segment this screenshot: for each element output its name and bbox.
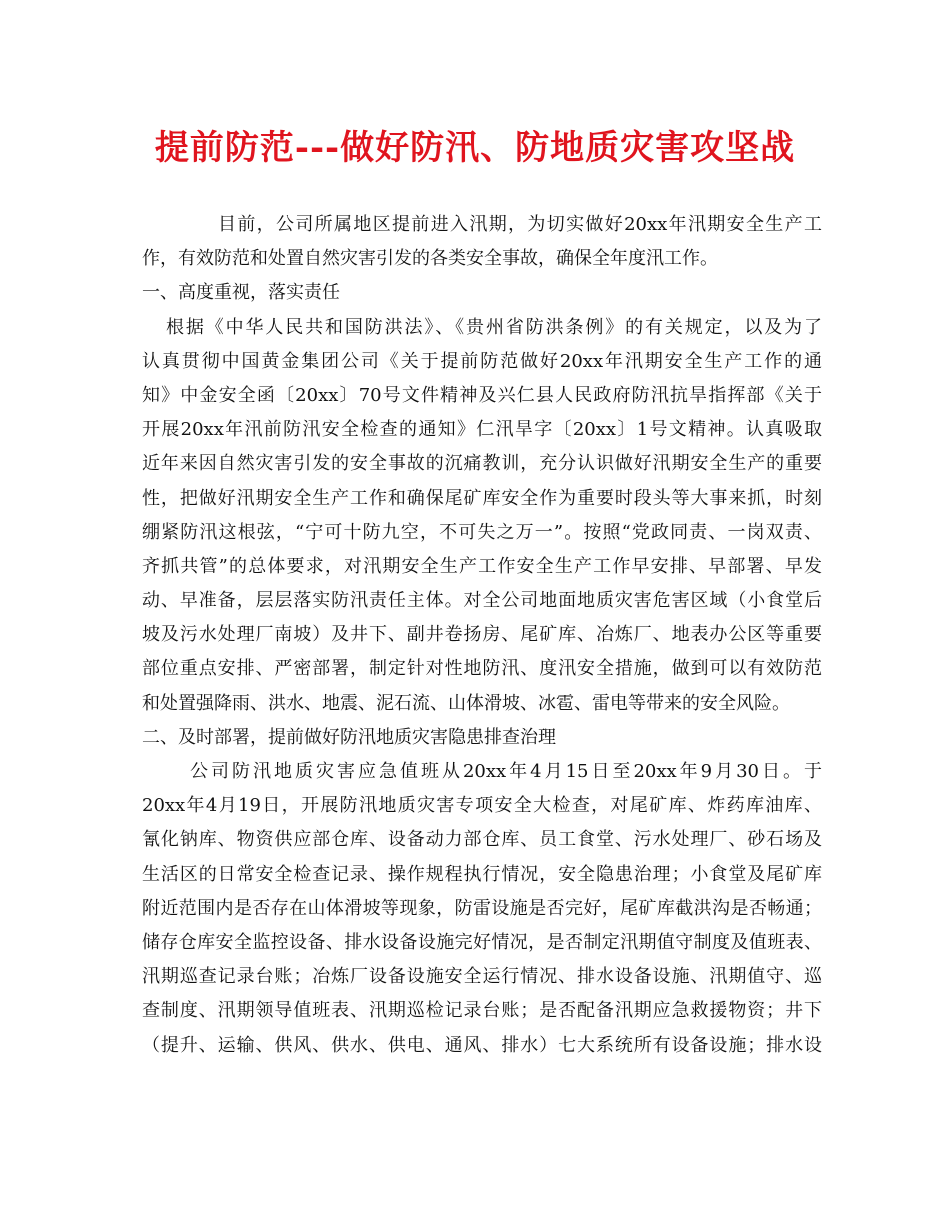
section-heading: 一、高度重视，落实责任 bbox=[142, 282, 340, 304]
paragraph-line: 作，有效防范和处置自然灾害引发的各类安全事故，确保全年度汛工作。 bbox=[142, 248, 718, 270]
document-title: 提前防范---做好防汛、防地质灾害攻坚战 bbox=[154, 128, 796, 168]
paragraph-line: 和处置强降雨、洪水、地震、泥石流、山体滑坡、冰雹、雷电等带来的安全风险。 bbox=[142, 692, 790, 714]
paragraph-line: 认真贯彻中国黄金集团公司《关于提前防范做好20xx年汛期安全生产工作的通 bbox=[142, 350, 822, 372]
paragraph-line: 附近范围内是否存在山体滑坡等现象，防雷设施是否完好，尾矿库截洪沟是否畅通； bbox=[142, 897, 822, 919]
paragraph-line: 绷紧防汛这根弦，“宁可十防九空，不可失之万一”。按照“党政同责、一岗双责、 bbox=[142, 521, 822, 543]
paragraph-line: （提升、运输、供风、供水、供电、通风、排水）七大系统所有设备设施；排水设 bbox=[142, 1034, 822, 1056]
paragraph-line: 公司防汛地质灾害应急值班从20xx年4月15日至20xx年9月30日。于 bbox=[190, 761, 822, 782]
paragraph-line: 部位重点安排、严密部署，制定针对性地防汛、度汛安全措施，做到可以有效防范 bbox=[142, 658, 822, 680]
paragraph-line: 齐抓共管”的总体要求，对汛期安全生产工作安全生产工作早安排、早部署、早发 bbox=[142, 555, 822, 577]
paragraph-line: 坡及污水处理厂南坡）及井下、副井卷扬房、尾矿库、冶炼厂、地表办公区等重要 bbox=[142, 624, 822, 646]
paragraph-line: 生活区的日常安全检查记录、操作规程执行情况，安全隐患治理；小食堂及尾矿库 bbox=[142, 863, 822, 885]
paragraph-line: 动、早准备，层层落实防汛责任主体。对全公司地面地质灾害危害区域（小食堂后 bbox=[142, 590, 822, 612]
paragraph-line: 20xx年4月19日，开展防汛地质灾害专项安全大检查，对尾矿库、炸药库油库、 bbox=[142, 795, 822, 817]
paragraph-line: 根据《中华人民共和国防洪法》、《贵州省防洪条例》的有关规定，以及为了 bbox=[166, 316, 822, 338]
paragraph-line: 开展20xx年汛前防汛安全检查的通知》仁汛旱字〔20xx〕1号文精神。认真吸取 bbox=[142, 419, 822, 441]
document-body bbox=[142, 208, 822, 1063]
paragraph-line: 性，把做好汛期安全生产工作和确保尾矿库安全作为重要时段头等大事来抓，时刻 bbox=[142, 487, 822, 509]
section-heading: 二、及时部署，提前做好防汛地质灾害隐患排查治理 bbox=[142, 726, 556, 748]
paragraph-line: 近年来因自然灾害引发的安全事故的沉痛教训，充分认识做好汛期安全生产的重要 bbox=[142, 453, 822, 475]
paragraph-line: 目前，公司所属地区提前进入汛期，为切实做好20xx年汛期安全生产工 bbox=[218, 214, 822, 235]
paragraph-line: 知》中金安全函〔20xx〕70号文件精神及兴仁县人民政府防汛抗旱指挥部《关于 bbox=[142, 384, 822, 406]
paragraph-line: 氰化钠库、物资供应部仓库、设备动力部仓库、员工食堂、污水处理厂、砂石场及 bbox=[142, 829, 822, 851]
paragraph-line: 储存仓库安全监控设备、排水设备设施完好情况，是否制定汛期值守制度及值班表、 bbox=[142, 931, 822, 953]
paragraph-line: 查制度、汛期领导值班表、汛期巡检记录台账；是否配备汛期应急救援物资；井下 bbox=[142, 1000, 822, 1022]
paragraph-line: 汛期巡查记录台账；冶炼厂设备设施安全运行情况、排水设备设施、汛期值守、巡 bbox=[142, 966, 822, 988]
